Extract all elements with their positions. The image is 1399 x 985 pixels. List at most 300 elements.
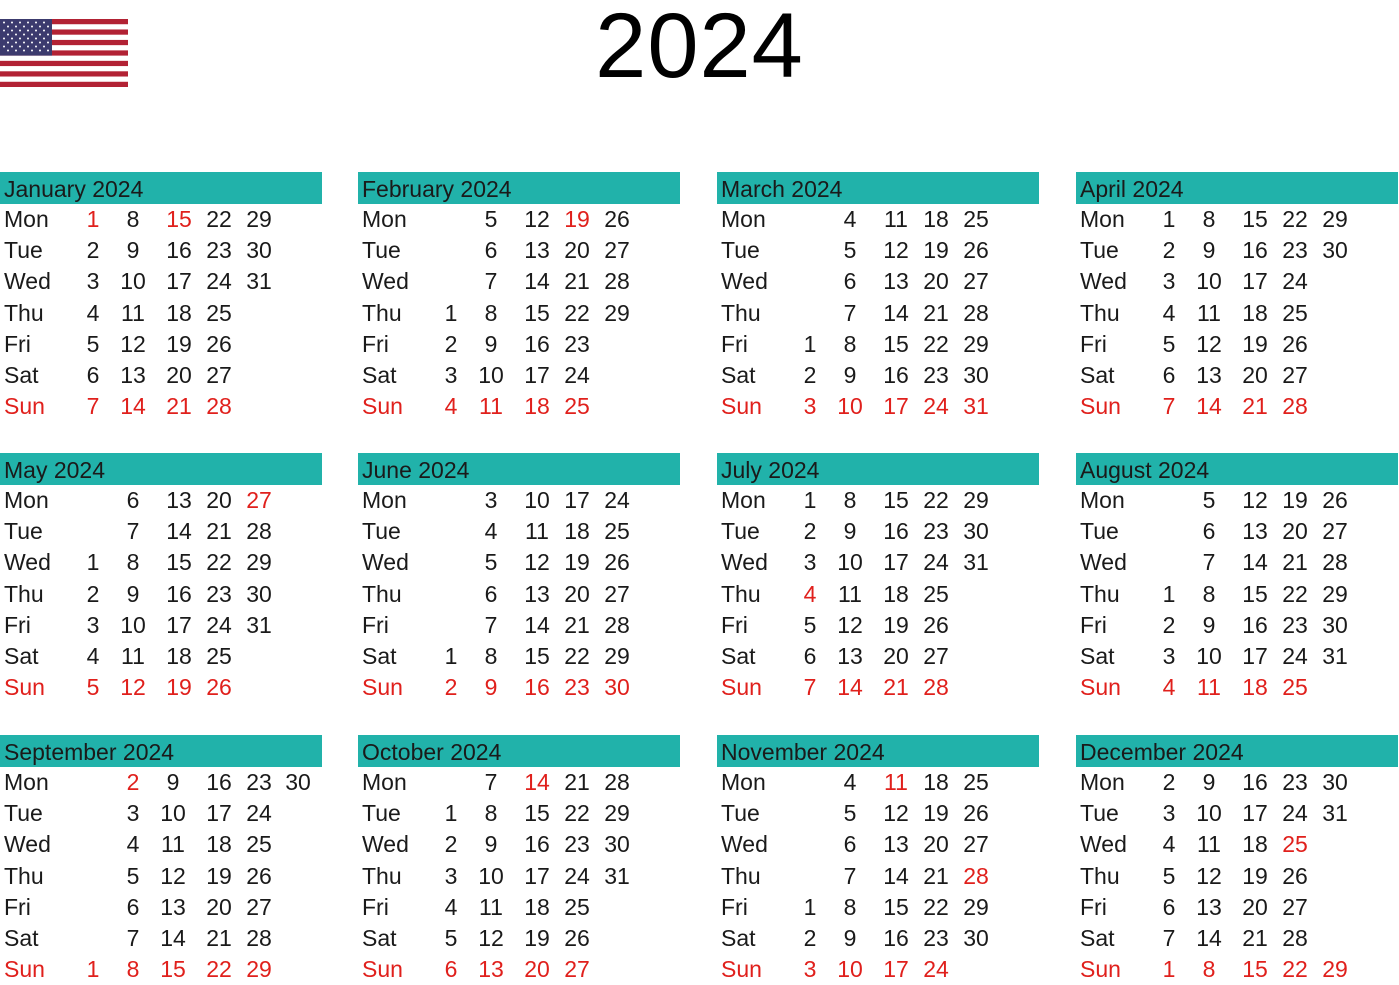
day-number: 16 [206,769,232,795]
day-number: 28 [604,611,630,638]
day-number: 12 [524,206,550,232]
day-number: 4 [803,580,817,607]
day-number: 25 [1282,674,1308,701]
day-number: 29 [963,893,989,920]
month-header: October 2024 [358,735,680,767]
day-number: 27 [604,580,630,607]
day-number: 23 [564,330,590,357]
day-number: 29 [1322,206,1348,232]
day-number: 14 [883,862,909,889]
weekday-label: Fri [362,330,389,357]
day-number: 1 [803,893,817,920]
weekday-label: Mon [362,487,407,513]
day-number: 10 [478,862,504,889]
day-number: 11 [838,580,862,607]
day-number: 8 [484,299,498,326]
day-number: 10 [120,611,146,638]
day-number: 28 [923,674,949,701]
day-number: 10 [837,956,863,983]
day-number: 19 [923,800,949,827]
month-header: May 2024 [0,453,322,485]
day-number: 3 [86,268,100,295]
day-number: 2 [1162,237,1176,264]
day-number: 23 [246,769,272,795]
day-number: 30 [246,237,272,264]
weekday-label: Sun [1080,393,1121,420]
day-number: 23 [1282,769,1308,795]
day-number: 29 [246,956,272,983]
day-number: 3 [803,956,817,983]
weekday-label: Mon [4,769,49,795]
day-number: 14 [120,393,146,420]
weekday-label: Sat [721,643,756,669]
day-number: 25 [963,206,989,232]
day-number: 19 [166,330,192,357]
day-number: 3 [1162,643,1176,669]
day-number: 7 [1162,925,1176,951]
weekday-label: Thu [362,862,402,889]
day-number: 31 [246,611,272,638]
day-number: 8 [484,643,498,669]
day-number: 2 [803,362,817,388]
day-number: 1 [444,643,458,669]
weekday-label: Fri [362,893,389,920]
day-number: 2 [126,769,140,795]
day-number: 15 [1242,580,1268,607]
day-number: 21 [206,518,232,545]
day-number: 21 [923,299,949,326]
day-number: 24 [923,549,949,576]
day-number: 17 [1242,643,1268,669]
day-number: 24 [1282,268,1308,295]
day-number: 10 [1196,800,1222,827]
day-number: 14 [883,299,909,326]
weekday-label: Wed [1080,268,1127,295]
day-number: 6 [843,831,857,858]
day-number: 29 [604,299,630,326]
day-number: 26 [206,674,232,701]
day-number: 25 [564,393,590,420]
day-number: 6 [86,362,100,388]
day-number: 31 [246,268,272,295]
day-number: 18 [923,769,949,795]
month-days-grid [0,767,322,985]
day-number: 22 [1282,956,1308,983]
day-number: 18 [564,518,590,545]
month-days-grid [358,485,680,703]
day-number: 9 [843,362,857,388]
weekday-label: Fri [4,330,31,357]
day-number: 19 [1282,487,1308,513]
day-number: 3 [444,862,458,889]
day-number: 13 [837,643,863,669]
day-number: 8 [843,487,857,513]
day-number: 24 [1282,643,1308,669]
day-number: 11 [479,893,503,920]
day-number: 4 [126,831,140,858]
day-number: 9 [484,330,498,357]
day-number: 11 [1197,674,1221,701]
weekday-label: Thu [362,299,402,326]
weekday-label: Sat [362,643,397,669]
day-number: 23 [206,580,232,607]
day-number: 26 [923,611,949,638]
day-number: 27 [1282,362,1308,388]
weekday-label: Sat [4,643,39,669]
day-number: 4 [1162,674,1176,701]
day-number: 29 [604,800,630,827]
day-number: 28 [246,518,272,545]
day-number: 3 [1162,800,1176,827]
month-6 [358,453,680,703]
day-number: 13 [478,956,504,983]
weekday-label: Sat [1080,362,1115,388]
day-number: 24 [923,956,949,983]
weekday-label: Mon [362,769,407,795]
day-number: 1 [1162,956,1176,983]
day-number: 28 [963,862,989,889]
day-number: 6 [1162,893,1176,920]
day-number: 1 [1162,580,1176,607]
month-days-grid [0,485,322,703]
day-number: 16 [1242,237,1268,264]
day-number: 4 [1162,299,1176,326]
month-header: March 2024 [717,172,1039,204]
day-number: 11 [1197,831,1221,858]
day-number: 9 [843,518,857,545]
weekday-label: Mon [721,487,766,513]
weekday-label: Tue [4,237,43,264]
day-number: 15 [160,956,186,983]
day-number: 25 [564,893,590,920]
day-number: 25 [604,518,630,545]
day-number: 28 [246,925,272,951]
day-number: 19 [883,611,909,638]
day-number: 12 [837,611,863,638]
day-number: 16 [524,831,550,858]
day-number: 6 [484,237,498,264]
weekday-label: Mon [1080,487,1125,513]
day-number: 17 [883,956,909,983]
weekday-label: Sun [362,956,403,983]
day-number: 14 [524,268,550,295]
year-title: 2024 [595,0,804,97]
day-number: 3 [803,393,817,420]
weekday-label: Tue [362,237,401,264]
weekday-label: Tue [1080,237,1119,264]
weekday-label: Tue [721,237,760,264]
day-number: 7 [1162,393,1176,420]
weekday-label: Mon [4,206,49,232]
day-number: 17 [166,268,192,295]
day-number: 27 [246,893,272,920]
day-number: 21 [206,925,232,951]
month-2 [358,172,680,422]
day-number: 25 [963,769,989,795]
day-number: 22 [206,206,232,232]
day-number: 30 [963,518,989,545]
day-number: 26 [1282,862,1308,889]
day-number: 7 [843,862,857,889]
day-number: 29 [963,487,989,513]
day-number: 25 [1282,299,1308,326]
day-number: 21 [166,393,192,420]
day-number: 12 [120,674,146,701]
day-number: 18 [166,643,192,669]
day-number: 16 [524,330,550,357]
day-number: 8 [126,206,140,232]
day-number: 4 [444,893,458,920]
day-number: 12 [524,549,550,576]
day-number: 9 [1202,769,1216,795]
day-number: 1 [803,330,817,357]
weekday-label: Fri [1080,611,1107,638]
day-number: 27 [206,362,232,388]
day-number: 5 [1202,487,1216,513]
day-number: 11 [121,299,145,326]
day-number: 20 [564,237,590,264]
day-number: 18 [1242,831,1268,858]
day-number: 8 [1202,580,1216,607]
weekday-label: Thu [721,862,761,889]
day-number: 6 [126,893,140,920]
day-number: 20 [166,362,192,388]
day-number: 12 [1242,487,1268,513]
day-number: 11 [525,518,549,545]
month-12 [1076,735,1398,985]
day-number: 2 [86,580,100,607]
day-number: 27 [604,237,630,264]
day-number: 18 [1242,299,1268,326]
day-number: 20 [206,893,232,920]
day-number: 7 [126,518,140,545]
month-header: February 2024 [358,172,680,204]
weekday-label: Wed [362,268,409,295]
weekday-label: Tue [1080,800,1119,827]
day-number: 14 [524,769,550,795]
day-number: 15 [524,800,550,827]
day-number: 1 [444,800,458,827]
day-number: 23 [1282,611,1308,638]
day-number: 5 [484,206,498,232]
day-number: 13 [1196,893,1222,920]
day-number: 23 [564,674,590,701]
weekday-label: Mon [1080,769,1125,795]
day-number: 12 [120,330,146,357]
weekday-label: Thu [1080,862,1120,889]
day-number: 18 [524,393,550,420]
weekday-label: Fri [1080,893,1107,920]
weekday-label: Thu [4,299,44,326]
day-number: 5 [126,862,140,889]
day-number: 14 [166,518,192,545]
day-number: 26 [1282,330,1308,357]
day-number: 31 [963,393,989,420]
day-number: 18 [524,893,550,920]
day-number: 25 [923,580,949,607]
weekday-label: Thu [4,862,44,889]
day-number: 13 [1242,518,1268,545]
weekday-label: Wed [362,831,409,858]
month-days-grid [1076,485,1398,703]
day-number: 12 [883,800,909,827]
day-number: 30 [1322,611,1348,638]
day-number: 20 [1282,518,1308,545]
weekday-label: Thu [721,299,761,326]
weekday-label: Thu [1080,580,1120,607]
day-number: 17 [1242,800,1268,827]
day-number: 15 [524,643,550,669]
day-number: 20 [1242,362,1268,388]
day-number: 8 [1202,956,1216,983]
day-number: 16 [883,925,909,951]
day-number: 31 [604,862,630,889]
weekday-label: Tue [721,800,760,827]
weekday-label: Wed [721,549,768,576]
day-number: 6 [126,487,140,513]
day-number: 25 [1282,831,1308,858]
weekday-label: Mon [721,769,766,795]
day-number: 18 [206,831,232,858]
day-number: 4 [86,643,100,669]
day-number: 12 [1196,330,1222,357]
month-11 [717,735,1039,985]
weekday-label: Sat [1080,925,1115,951]
day-number: 9 [1202,611,1216,638]
day-number: 15 [1242,206,1268,232]
month-header: April 2024 [1076,172,1398,204]
day-number: 2 [1162,769,1176,795]
day-number: 10 [837,549,863,576]
weekday-label: Tue [362,800,401,827]
day-number: 16 [1242,769,1268,795]
weekday-label: Sun [721,674,762,701]
day-number: 10 [120,268,146,295]
day-number: 29 [246,206,272,232]
day-number: 7 [126,925,140,951]
day-number: 13 [120,362,146,388]
day-number: 8 [843,893,857,920]
day-number: 27 [963,831,989,858]
day-number: 17 [883,393,909,420]
weekday-label: Sun [1080,674,1121,701]
weekday-label: Sat [4,925,39,951]
day-number: 13 [160,893,186,920]
day-number: 24 [604,487,630,513]
day-number: 15 [166,206,192,232]
day-number: 24 [564,362,590,388]
month-7 [717,453,1039,703]
day-number: 3 [86,611,100,638]
day-number: 13 [883,831,909,858]
day-number: 22 [564,800,590,827]
weekday-label: Mon [4,487,49,513]
day-number: 20 [923,831,949,858]
day-number: 6 [444,956,458,983]
weekday-label: Wed [721,831,768,858]
day-number: 28 [206,393,232,420]
day-number: 7 [484,611,498,638]
day-number: 2 [444,330,458,357]
weekday-label: Mon [362,206,407,232]
day-number: 14 [160,925,186,951]
day-number: 10 [160,800,186,827]
day-number: 14 [524,611,550,638]
month-days-grid [1076,204,1398,422]
month-header: November 2024 [717,735,1039,767]
weekday-label: Sun [1080,956,1121,983]
day-number: 27 [1282,893,1308,920]
day-number: 9 [1202,237,1216,264]
day-number: 26 [604,549,630,576]
day-number: 18 [166,299,192,326]
day-number: 22 [923,893,949,920]
weekday-label: Sat [1080,643,1115,669]
day-number: 10 [837,393,863,420]
day-number: 26 [206,330,232,357]
day-number: 23 [923,362,949,388]
day-number: 26 [963,800,989,827]
day-number: 1 [1162,206,1176,232]
day-number: 23 [564,831,590,858]
day-number: 22 [923,487,949,513]
month-header: September 2024 [0,735,322,767]
day-number: 5 [843,800,857,827]
day-number: 5 [484,549,498,576]
day-number: 22 [923,330,949,357]
weekday-label: Thu [4,580,44,607]
day-number: 2 [444,831,458,858]
day-number: 22 [1282,580,1308,607]
day-number: 6 [843,268,857,295]
day-number: 12 [478,925,504,951]
day-number: 1 [86,206,100,232]
day-number: 11 [479,393,503,420]
day-number: 18 [1242,674,1268,701]
weekday-label: Wed [4,831,51,858]
weekday-label: Sat [721,925,756,951]
day-number: 2 [444,674,458,701]
month-header: July 2024 [717,453,1039,485]
day-number: 19 [923,237,949,264]
day-number: 30 [1322,769,1348,795]
day-number: 14 [1196,925,1222,951]
day-number: 22 [1282,206,1308,232]
weekday-label: Thu [721,580,761,607]
day-number: 8 [843,330,857,357]
weekday-label: Fri [4,893,31,920]
day-number: 11 [161,831,185,858]
weekday-label: Wed [721,268,768,295]
day-number: 10 [1196,643,1222,669]
month-header: January 2024 [0,172,322,204]
day-number: 12 [160,862,186,889]
day-number: 1 [444,299,458,326]
day-number: 19 [166,674,192,701]
day-number: 8 [126,549,140,576]
day-number: 17 [564,487,590,513]
day-number: 2 [803,518,817,545]
weekday-label: Tue [362,518,401,545]
day-number: 15 [166,549,192,576]
day-number: 29 [1322,580,1348,607]
day-number: 22 [206,549,232,576]
month-days-grid [0,204,322,422]
day-number: 9 [166,769,180,795]
month-days-grid [717,204,1039,422]
weekday-label: Tue [1080,518,1119,545]
weekday-label: Thu [1080,299,1120,326]
